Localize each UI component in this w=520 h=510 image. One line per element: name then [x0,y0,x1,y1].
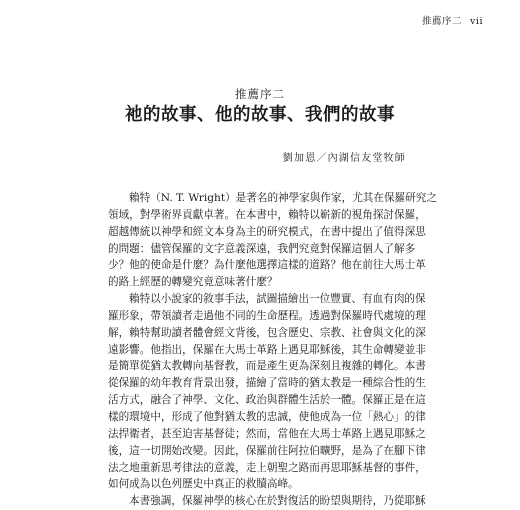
text-line: 如何成為以色列歷史中真正的救贖高峰。 [108,478,299,491]
text-line: 法之地重新思考律法的意義，走上朝聖之路而再思耶穌基督的事件， [108,461,426,474]
text-line: 領域，對學術界貢獻卓著。在本書中，賴特以嶄新的視角探討保羅， [108,208,426,221]
author-byline: 劉加恩／內湖信友堂牧師 [282,153,406,164]
text-line: 是簡單從猶太教轉向基督教，而是產生更為深刻且複雜的轉化。本書 [108,360,426,373]
page-number: vii [470,16,483,27]
text-line: 賴特（N. T. Wright）是著名的神學家與作家，尤其在保羅研究之 [129,192,437,204]
text-line: 從保羅的幼年教育背景出發，描繪了當時的猶太教是一種綜合性的生 [108,377,426,390]
text-line: 後，這一切開始改變。因此，保羅前往阿拉伯曠野，是為了在腳下律 [108,444,426,457]
text-line: 樣的環境中，形成了他對猶太教的忠誠，使他成為一位「熱心」的律 [108,410,426,423]
text-line: 少？他的使命是什麼？為什麼他選擇這樣的道路？他在前往大馬士革 [108,259,426,272]
text-line: 法捍衛者，甚至迫害基督徒；然而，當他在大馬士革路上遇見耶穌之 [108,427,426,440]
text-line: 活方式，融合了神學、文化、政治與群體生活於一體。保羅正是在這 [108,394,426,407]
text-line: 賴特以小說家的敘事手法，試圖描繪出一位豐實、有血有肉的保 [129,293,426,306]
text-line: 解，賴特幫助讀者體會經文背後，包含歷史、宗教、社會與文化的深 [108,326,426,339]
text-line: 本書強調，保羅神學的核心在於對復活的盼望與期待，乃從耶穌 [129,495,426,508]
text-line: 遠影響。他指出，保羅在大馬士革路上遇見耶穌後，其生命轉變並非 [108,343,426,356]
running-header [422,13,483,27]
section-label: 推薦序二 [235,87,285,101]
text-line: 超越傳統以神學和經文本身為主的研究模式，在書中提出了值得深思 [108,225,426,238]
text-line: 的問題：儘管保羅的文字意義深遠，我們究竟對保羅這個人了解多 [108,242,416,255]
body-text [108,190,437,510]
running-title: 推薦序二 [422,16,463,27]
text-line: 的路上經歷的轉變究竟意味著什麼？ [108,276,278,289]
paragraph [108,190,437,291]
paragraph [108,291,426,493]
text-line: 羅形象，帶領讀者走過他不同的生命歷程。透過對保羅時代處境的理 [108,309,426,322]
chapter-title: 祂的故事、他的故事、我們的故事 [125,105,395,125]
paragraph [108,493,426,510]
